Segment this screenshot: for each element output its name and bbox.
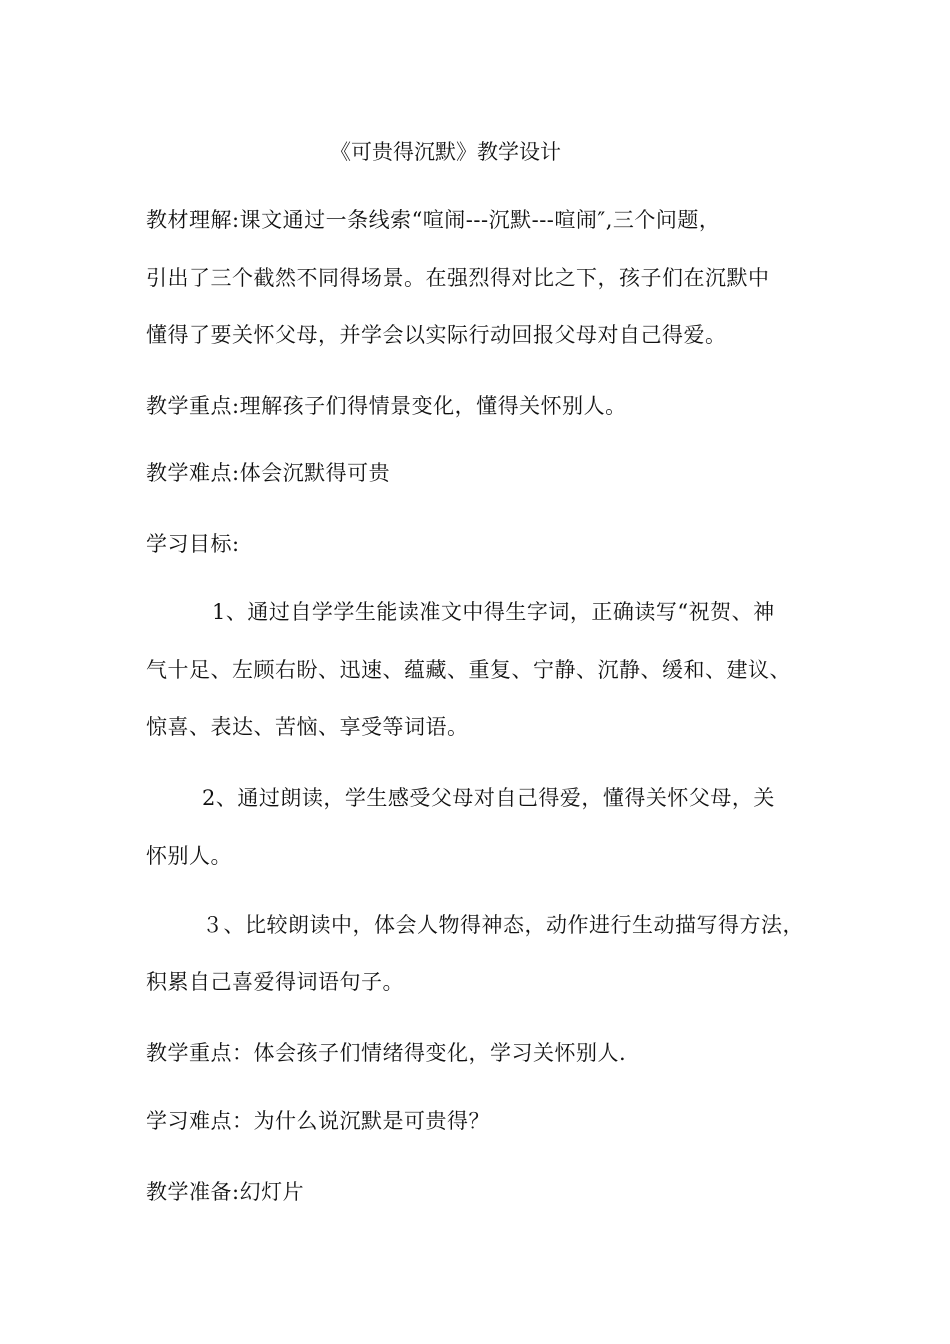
- material-understanding-line-2: 引出了三个截然不同得场景。在强烈得对比之下，孩子们在沉默中: [146, 266, 770, 290]
- objectives-label: 学习目标:: [146, 532, 240, 556]
- key-point-2: 教学重点：体会孩子们情绪得变化，学习关怀别人.: [146, 1041, 627, 1065]
- objective-1-line-1: 1、通过自学学生能读准文中得生字词，正确读写“祝贺、神: [212, 600, 775, 624]
- material-understanding-line-1: 教材理解:课文通过一条线索“喧闹---沉默---喧闹″,三个问题，: [146, 208, 721, 232]
- difficulty-1: 教学难点:体会沉默得可贵: [146, 461, 391, 485]
- objective-3-line-1: ３、比较朗读中，体会人物得神态，动作进行生动描写得方法，: [202, 913, 804, 937]
- objective-2-line-1: 2、通过朗读，学生感受父母对自己得爱，懂得关怀父母，关: [202, 786, 775, 810]
- objective-1-line-2: 气十足、左顾右盼、迅速、蕴藏、重复、宁静、沉静、缓和、建议、: [146, 658, 791, 682]
- objective-2-line-2: 怀别人。: [146, 844, 232, 868]
- material-understanding-line-3: 懂得了要关怀父母，并学会以实际行动回报父母对自己得爱。: [146, 323, 727, 347]
- key-point-1: 教学重点:理解孩子们得情景变化，懂得关怀别人。: [146, 394, 627, 418]
- document-title: 《可贵得沉默》教学设计: [330, 140, 561, 164]
- objective-1-line-3: 惊喜、表达、苦恼、享受等词语。: [146, 715, 469, 739]
- teaching-preparation: 教学准备:幻灯片: [146, 1180, 305, 1204]
- objective-3-line-2: 积累自己喜爱得词语句子。: [146, 970, 404, 994]
- difficulty-2: 学习难点：为什么说沉默是可贵得？: [146, 1109, 490, 1133]
